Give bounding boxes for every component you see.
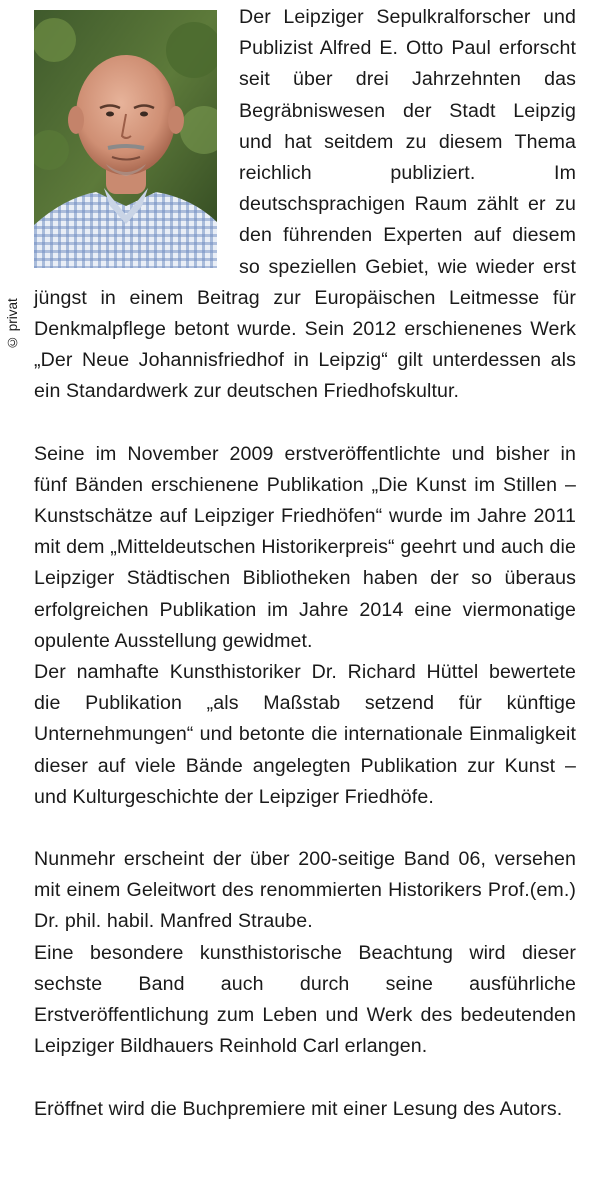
article — [34, 2, 576, 1125]
paragraph-gap — [34, 1063, 576, 1094]
paragraph-publication: Seine im November 2009 erstveröffentlichte und bisher in fünf Bänden erschienene Publikation „Die Kunst im Stillen – Kunstschätze auf Leipziger Friedhöfen“ wurde im Jahre 2011 mit dem „Mitteldeutschen Historikerpreis“ geehrt und auch die Leipziger Städtischen Bibliotheken haben der so überaus erfolgreichen Publikation im Jahre 2014 eine viermonatige opulente Ausstellung gewidmet. — [34, 442, 576, 652]
paragraph-huettel: Der namhafte Kunsthistoriker Dr. Richard Hüttel bewertete die Publikation „als Maßstab setzend für künftige Unternehmungen“ und betonte die internationale Einmaligkeit dieser auf viele Bände angelegten Publikation zur Kunst – und Kulturgeschichte der Leipziger Friedhöfe. — [34, 661, 576, 808]
author-photo — [34, 10, 217, 268]
paragraph-band-06: Nunmehr erscheint der über 200-seitige Band 06, versehen mit einem Geleitwort des renommierten Historikers Prof.(em.) Dr. phil. habil. Manfred Straube. — [34, 848, 576, 933]
paragraph-reinhold-carl: Eine besondere kunsthistorische Beachtung wird dieser sechste Band auch durch seine ausführliche Erstveröffentlichung zum Leben und Werk des bedeutenden Leipziger Bildhauers Reinhold Carl erlangen. — [34, 941, 576, 1058]
paragraph-opening: Eröffnet wird die Buchpremiere mit einer Lesung des Autors. — [34, 1097, 563, 1120]
paragraph-gap — [34, 813, 576, 844]
photo-credit: © privat — [5, 298, 20, 350]
paragraph-gap — [34, 408, 576, 439]
portrait-image — [34, 10, 217, 268]
paragraph-intro: Der Leipziger Sepulkralforscher und Publizist Alfred E. Otto Paul erforscht seit über drei Jahrzehnten das Begräbniswesen der Stadt Leipzig und hat seitdem zu diesem Thema reichlich publiziert. Im deutschsprachigen Raum zählt er zu den führenden Experten auf diesem so speziellen Gebiet, wie wieder erst jüngst in einem Beitrag zur Europäischen Leitmesse für Denkmalpflege betont wurde. Sein 2012 erschienenes Werk „Der Neue Johannisfriedhof in Leipzig“ gilt unterdessen als ein Standardwerk zur deutschen Friedhofskultur. — [34, 6, 576, 403]
